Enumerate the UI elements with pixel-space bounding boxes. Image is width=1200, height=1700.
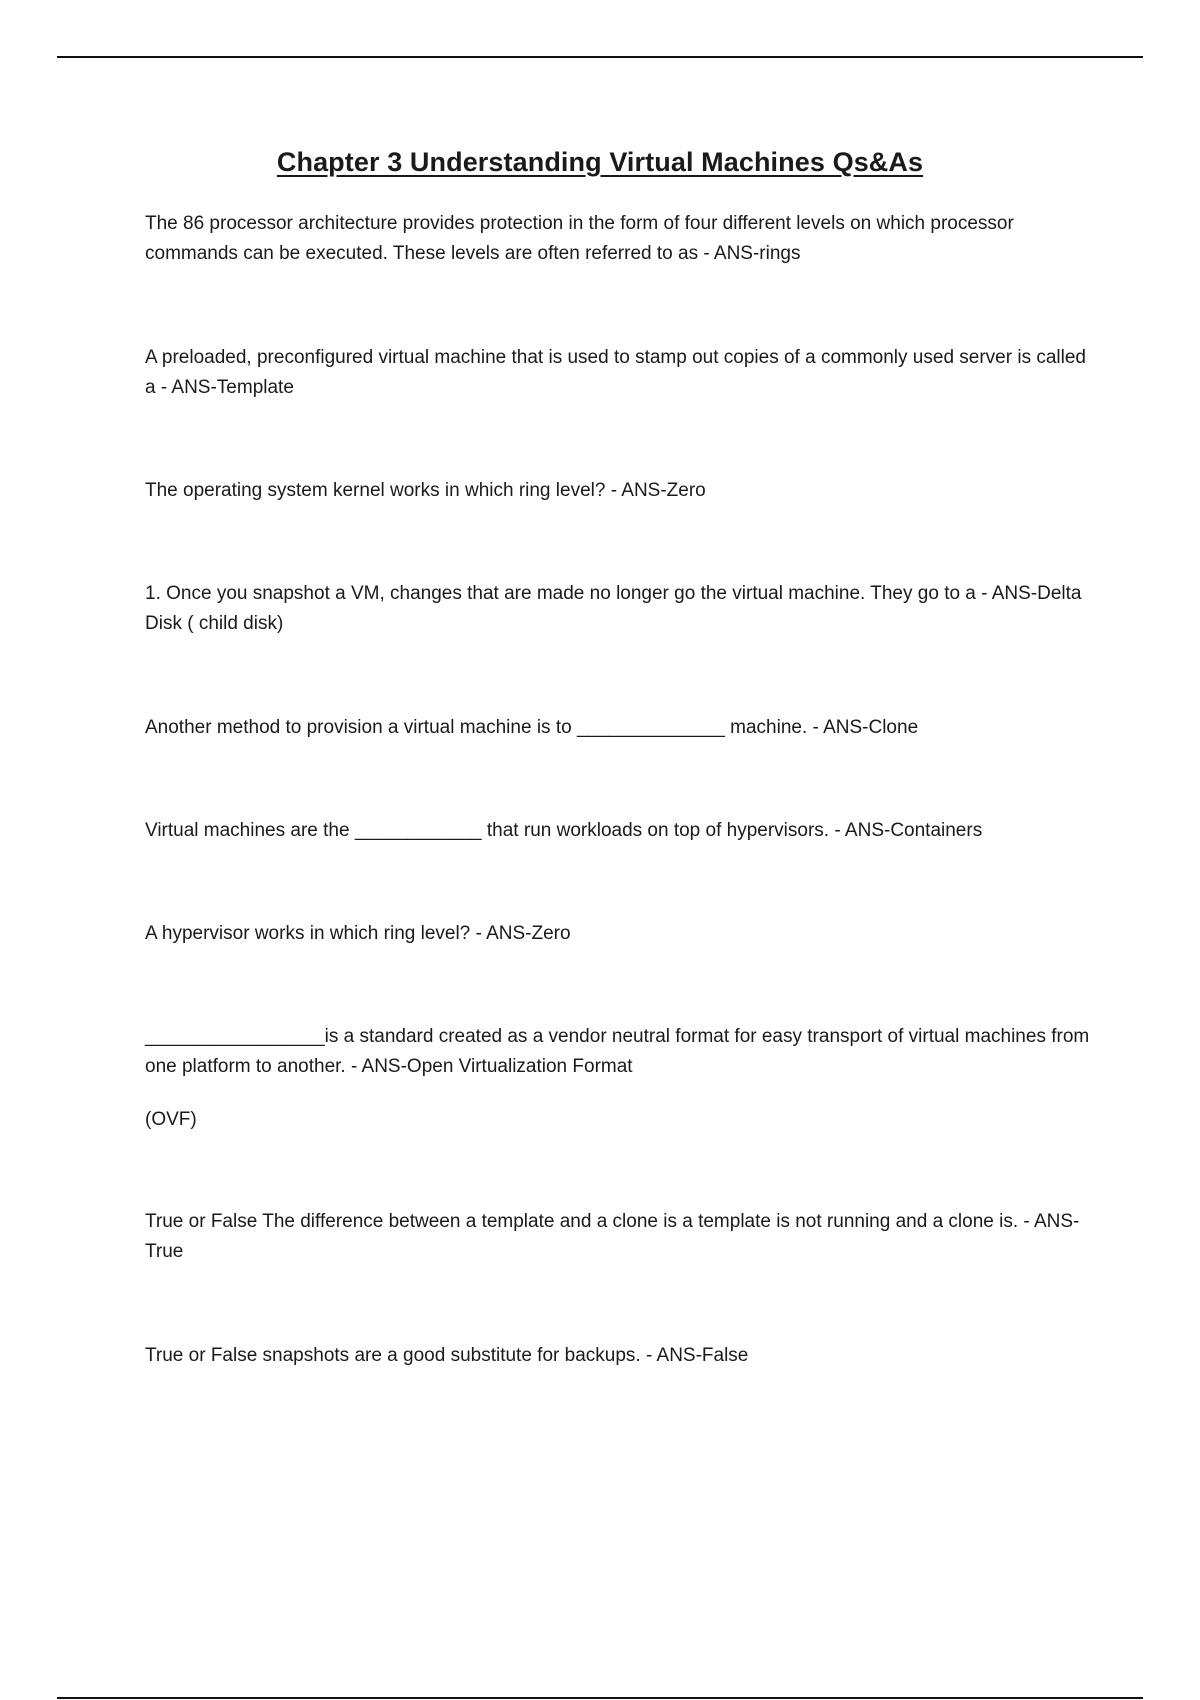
answer-text: ANS-False <box>656 1345 749 1366</box>
qa-item-7 <box>145 919 1100 949</box>
question-text: A hypervisor works in which ring level? - <box>145 923 487 944</box>
answer-text: ANS-Template <box>171 377 294 398</box>
question-text: Virtual machines are the ____________ that run workloads on top of hypervisors. - <box>145 820 845 841</box>
question-text: A preloaded, preconfigured virtual machine that is used to stamp out copies of a commonly used server is called a - <box>145 347 1087 398</box>
answer-text: ANS-Delta Disk ( child disk) <box>145 583 1082 634</box>
answer-text: ANS-True <box>145 1211 1080 1262</box>
answer-continuation: (OVF) <box>145 1109 197 1130</box>
answer-text: ANS-rings <box>713 243 801 264</box>
question-text: True or False The difference between a template and a clone is a template is not running and a clone is. - <box>145 1211 1034 1232</box>
question-text: The 86 processor architecture provides protection in the form of four different levels on which processor commands can be executed. These levels are often referred to as - <box>145 213 1014 264</box>
question-text: The operating system kernel works in which ring level? - <box>145 480 622 501</box>
qa-item-3 <box>145 476 1100 506</box>
qa-item-4 <box>145 579 1100 639</box>
answer-text: ANS-Clone <box>823 717 919 738</box>
qa-item-9 <box>145 1207 1100 1267</box>
answer-text: ANS-Open Virtualization Format <box>361 1056 633 1077</box>
question-text: True or False snapshots are a good substitute for backups. - <box>145 1345 657 1366</box>
bottom-rule <box>57 1697 1143 1699</box>
question-text: 1. Once you snapshot a VM, changes that are made no longer go the virtual machine. They go to a - <box>145 583 992 604</box>
page-title: Chapter 3 Understanding Virtual Machines Qs&As <box>276 147 924 177</box>
answer-text: ANS-Containers <box>844 820 983 841</box>
answer-text: ANS-Zero <box>621 480 706 501</box>
qa-item-5 <box>145 713 1100 743</box>
qa-item-6 <box>145 816 1100 846</box>
answer-text: ANS-Zero <box>486 923 571 944</box>
question-text: Another method to provision a virtual machine is to ______________ machine. - <box>145 717 824 738</box>
qa-item-8 <box>145 1022 1100 1082</box>
top-rule <box>57 56 1143 58</box>
qa-item-10 <box>145 1341 1100 1371</box>
qa-item-1 <box>145 209 1100 269</box>
qa-item-2 <box>145 343 1100 403</box>
question-text: _________________is a standard created as a vendor neutral format for easy transport of virtual machines from one platform to another. - <box>145 1026 1090 1077</box>
